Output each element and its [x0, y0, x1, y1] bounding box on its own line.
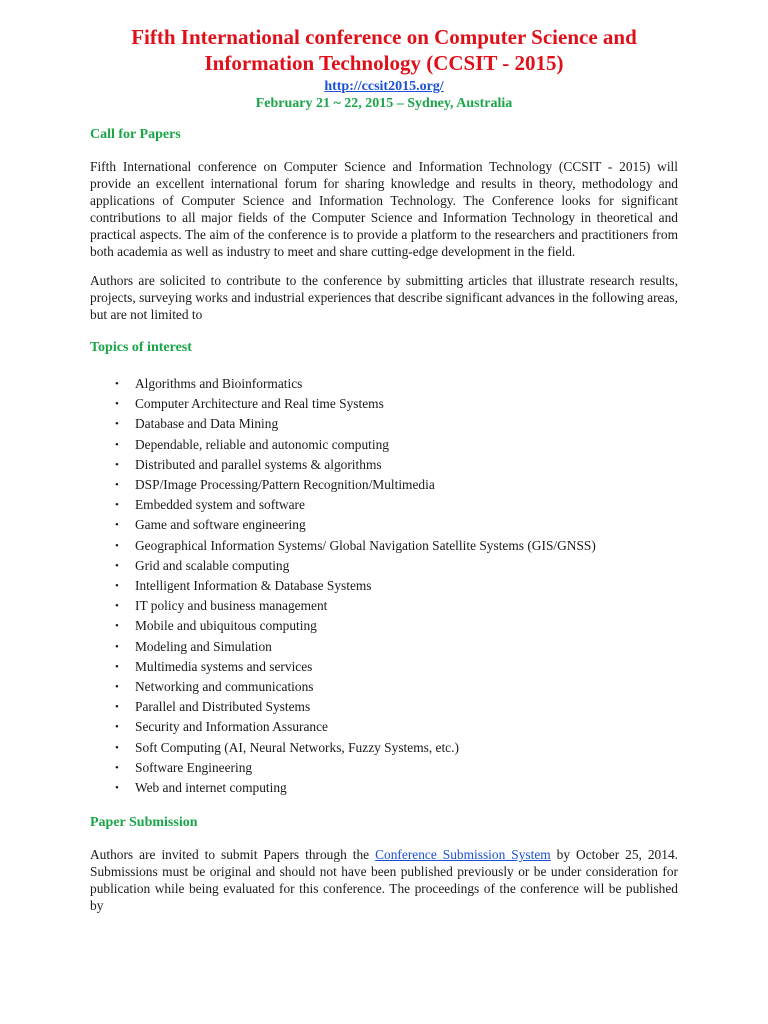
bullet-icon: • — [115, 660, 119, 673]
topic-label: Multimedia systems and services — [135, 658, 313, 674]
conference-title: Fifth International conference on Computer Science and Information Technology (CCSIT - 2015) — [131, 25, 637, 75]
conference-url-line — [90, 78, 678, 95]
topic-label: Grid and scalable computing — [135, 557, 290, 573]
bullet-icon: • — [115, 620, 119, 633]
bullet-icon: • — [115, 458, 119, 471]
submission-text-start: Authors are invited to submit Papers through the — [90, 847, 376, 862]
topics-list — [90, 374, 678, 798]
bullet-icon: • — [115, 721, 119, 734]
topic-item — [90, 455, 678, 475]
submission-system-link[interactable]: Conference Submission System — [375, 847, 551, 862]
topic-label: Soft Computing (AI, Neural Networks, Fuzzy Systems, etc.) — [135, 739, 459, 755]
call-for-papers-heading: Call for Papers — [90, 127, 181, 142]
bullet-icon: • — [115, 519, 119, 532]
topic-label: Modeling and Simulation — [135, 638, 272, 654]
topic-label: Web and internet computing — [135, 780, 287, 796]
topic-item — [90, 414, 678, 434]
topic-item — [90, 596, 678, 616]
topic-item — [90, 717, 678, 737]
topic-item — [90, 637, 678, 657]
bullet-icon: • — [115, 681, 119, 694]
bullet-icon: • — [115, 640, 119, 653]
bullet-icon: • — [115, 701, 119, 714]
paper-submission-heading: Paper Submission — [90, 815, 198, 830]
topic-item — [90, 677, 678, 697]
topic-label: Parallel and Distributed Systems — [135, 699, 311, 715]
topic-label: Geographical Information Systems/ Global Navigation Satellite Systems (GIS/GNSS) — [135, 537, 596, 553]
conference-dateline: February 21 ~ 22, 2015 – Sydney, Australia — [255, 96, 513, 111]
topic-item — [90, 495, 678, 515]
submission-paragraph — [90, 847, 678, 915]
topic-label: Security and Information Assurance — [135, 719, 328, 735]
topic-label: DSP/Image Processing/Pattern Recognition/Multimedia — [135, 477, 435, 493]
topic-label: IT policy and business management — [135, 598, 328, 614]
bullet-icon: • — [115, 539, 119, 552]
topic-item — [90, 556, 678, 576]
conference-url-link[interactable]: http://ccsit2015.org/ — [324, 79, 444, 94]
solicitation-paragraph: Authors are solicited to contribute to the conference by submitting articles that illustrate research results, projects, surveying works and industrial experiences that describe significant advances in the following areas, but are not limited to — [90, 273, 678, 322]
topic-item — [90, 515, 678, 535]
bullet-icon: • — [115, 580, 119, 593]
bullet-icon: • — [115, 499, 119, 512]
bullet-icon: • — [115, 782, 119, 795]
topic-item — [90, 616, 678, 636]
topic-label: Game and software engineering — [135, 517, 306, 533]
bullet-icon: • — [115, 378, 119, 390]
topic-item — [90, 576, 678, 596]
topic-label: Software Engineering — [135, 759, 253, 775]
bullet-icon: • — [115, 600, 119, 613]
topic-label: Distributed and parallel systems & algorithms — [135, 456, 382, 472]
topic-item — [90, 657, 678, 677]
bullet-icon: • — [115, 479, 119, 492]
topic-item — [90, 697, 678, 717]
topic-label: Embedded system and software — [135, 497, 305, 513]
topic-label: Mobile and ubiquitous computing — [135, 618, 317, 634]
bullet-icon: • — [115, 418, 119, 431]
topic-item — [90, 394, 678, 414]
topic-item — [90, 374, 678, 394]
bullet-icon: • — [115, 559, 119, 572]
topic-item — [90, 778, 678, 798]
topic-item — [90, 475, 678, 495]
bullet-icon: • — [115, 761, 119, 774]
topic-item — [90, 536, 678, 556]
topic-label: Computer Architecture and Real time Systems — [135, 396, 384, 412]
topic-label: Dependable, reliable and autonomic computing — [135, 436, 389, 452]
submission-text-end: by October 25, 2014. Submissions must be original and should not have been published previously or be under consideration for publication while being evaluated for this conference. The proceedings of the conference will be published by — [90, 847, 678, 913]
bullet-icon: • — [115, 398, 119, 411]
topic-label: Database and Data Mining — [135, 416, 279, 432]
topic-label: Networking and communications — [135, 679, 314, 695]
bullet-icon: • — [115, 438, 119, 451]
topic-item — [90, 738, 678, 758]
topic-item — [90, 435, 678, 455]
intro-paragraph: Fifth International conference on Computer Science and Information Technology (CCSIT - 2015) will provide an excellent international forum for sharing knowledge and results in theory, methodology and applications of Computer Science and Information Technology. The Conference looks for significant contributions to all major fields of the Computer Science and Information Technology in theoretical and practical aspects. The aim of the conference is to provide a platform to the researchers and practitioners from both academia as well as industry to meet and share cutting-edge development in the field. — [90, 159, 678, 259]
bullet-icon: • — [115, 741, 119, 754]
topic-item — [90, 758, 678, 778]
topics-heading: Topics of interest — [90, 340, 192, 355]
topic-label: Intelligent Information & Database Systems — [135, 578, 372, 594]
topic-label: Algorithms and Bioinformatics — [135, 376, 303, 391]
